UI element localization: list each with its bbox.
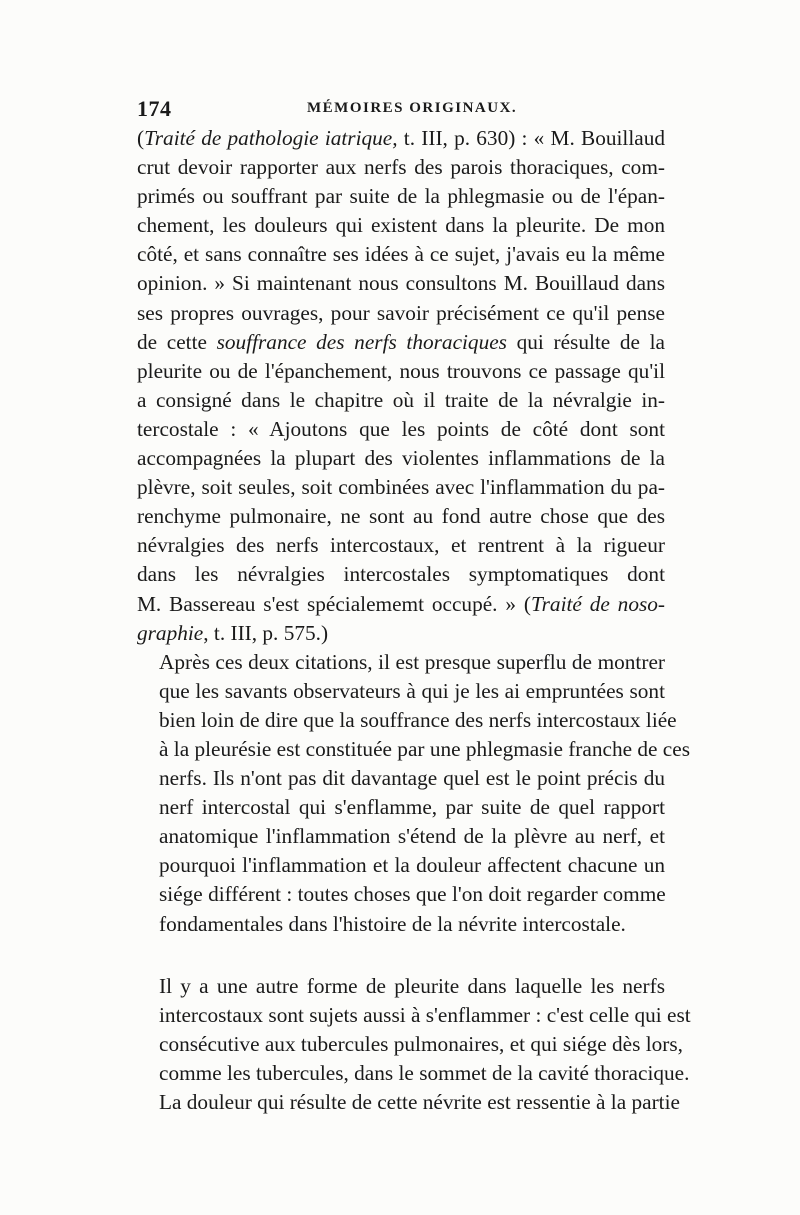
text-line: Après ces deux citations, il est presque superflu de montrer — [159, 649, 665, 674]
text-line: nerfs. Ils n'ont pas dit davantage quel est le point précis du — [159, 766, 665, 791]
text-line: primés ou souffrant par suite de la phlegmasie ou de l'épan- — [137, 184, 665, 209]
italic-phrase: souffrance des nerfs thoraciques — [216, 329, 507, 354]
text-line: a consigné dans le chapitre où il traite de la névralgie in- — [137, 387, 665, 412]
text-line: crut devoir rapporter aux nerfs des parois thoraciques, com- — [137, 155, 665, 180]
paragraph-3 — [137, 972, 691, 1117]
text-line: graphie, t. III, p. 575.) — [137, 620, 329, 645]
page-number: 174 — [137, 96, 172, 121]
text-line: chement, les douleurs qui existent dans la pleurite. De mon — [137, 213, 665, 238]
body-text — [137, 124, 691, 1117]
page-header — [137, 96, 665, 122]
text-line: renchyme pulmonaire, ne sont au fond autre chose que des — [137, 504, 665, 529]
text-line: opinion. » Si maintenant nous consultons M. Bouillaud dans — [137, 271, 665, 296]
text-line: pleurite ou de l'épanchement, nous trouvons ce passage qu'il — [137, 358, 665, 383]
text-line: ses propres ouvrages, pour savoir précisément ce qu'il pense — [137, 300, 665, 325]
italic-citation: graphie — [137, 620, 204, 645]
text-line: M. Bassereau s'est spécialememt occupé. » (Traité de noso- — [137, 591, 665, 616]
text-line: nerf intercostal qui s'enflamme, par suite de quel rapport — [159, 795, 665, 820]
text-line: névralgies des nerfs intercostaux, et rentrent à la rigueur — [137, 533, 665, 558]
text-line: pourquoi l'inflammation et la douleur affectent chacune un — [159, 853, 665, 878]
italic-citation: Traité de noso- — [530, 591, 665, 616]
text-line: de cette souffrance des nerfs thoraciques qui résulte de la — [137, 329, 666, 354]
text-line: accompagnées la plupart des violentes inflammations de la — [137, 446, 665, 471]
text-line: plèvre, soit seules, soit combinées avec l'inflammation du pa- — [137, 475, 665, 500]
text-line: à la pleurésie est constituée par une phlegmasie franche de ces — [159, 736, 690, 761]
text-line: intercostaux sont sujets aussi à s'enflammer : c'est celle qui est — [159, 1002, 691, 1027]
text-line: La douleur qui résulte de cette névrite est ressentie à la partie — [159, 1090, 680, 1114]
text-line: dans les névralgies intercostales symptomatiques dont — [137, 562, 665, 587]
paragraph-1 — [137, 124, 665, 648]
paragraph-2 — [137, 648, 690, 939]
text-line: tercostale : « Ajoutons que les points de côté dont sont — [137, 416, 665, 441]
text-line: que les savants observateurs à qui je les ai empruntées sont — [159, 678, 665, 703]
running-head: MÉMOIRES ORIGINAUX. — [307, 100, 518, 116]
text-line: côté, et sans connaître ses idées à ce sujet, j'avais eu la même — [137, 242, 665, 267]
text-line: bien loin de dire que la souffrance des nerfs intercostaux liée — [159, 707, 677, 732]
text-line: anatomique l'inflammation s'étend de la plèvre au nerf, et — [159, 824, 665, 849]
text-line: (Traité de pathologie iatrique, t. III, p. 630) : « M. Bouillaud — [137, 126, 665, 150]
text-line: Il y a une autre forme de pleurite dans laquelle les nerfs — [159, 973, 665, 998]
text-line: fondamentales dans l'histoire de la névrite intercostale. — [159, 911, 626, 936]
text-line: consécutive aux tubercules pulmonaires, et qui siége dès lors, — [159, 1031, 683, 1056]
text-line: siége différent : toutes choses que l'on doit regarder comme — [159, 882, 666, 907]
text-line: comme les tubercules, dans le sommet de la cavité thoracique. — [159, 1060, 690, 1085]
italic-citation: Traité de pathologie iatrique, — [144, 126, 398, 150]
